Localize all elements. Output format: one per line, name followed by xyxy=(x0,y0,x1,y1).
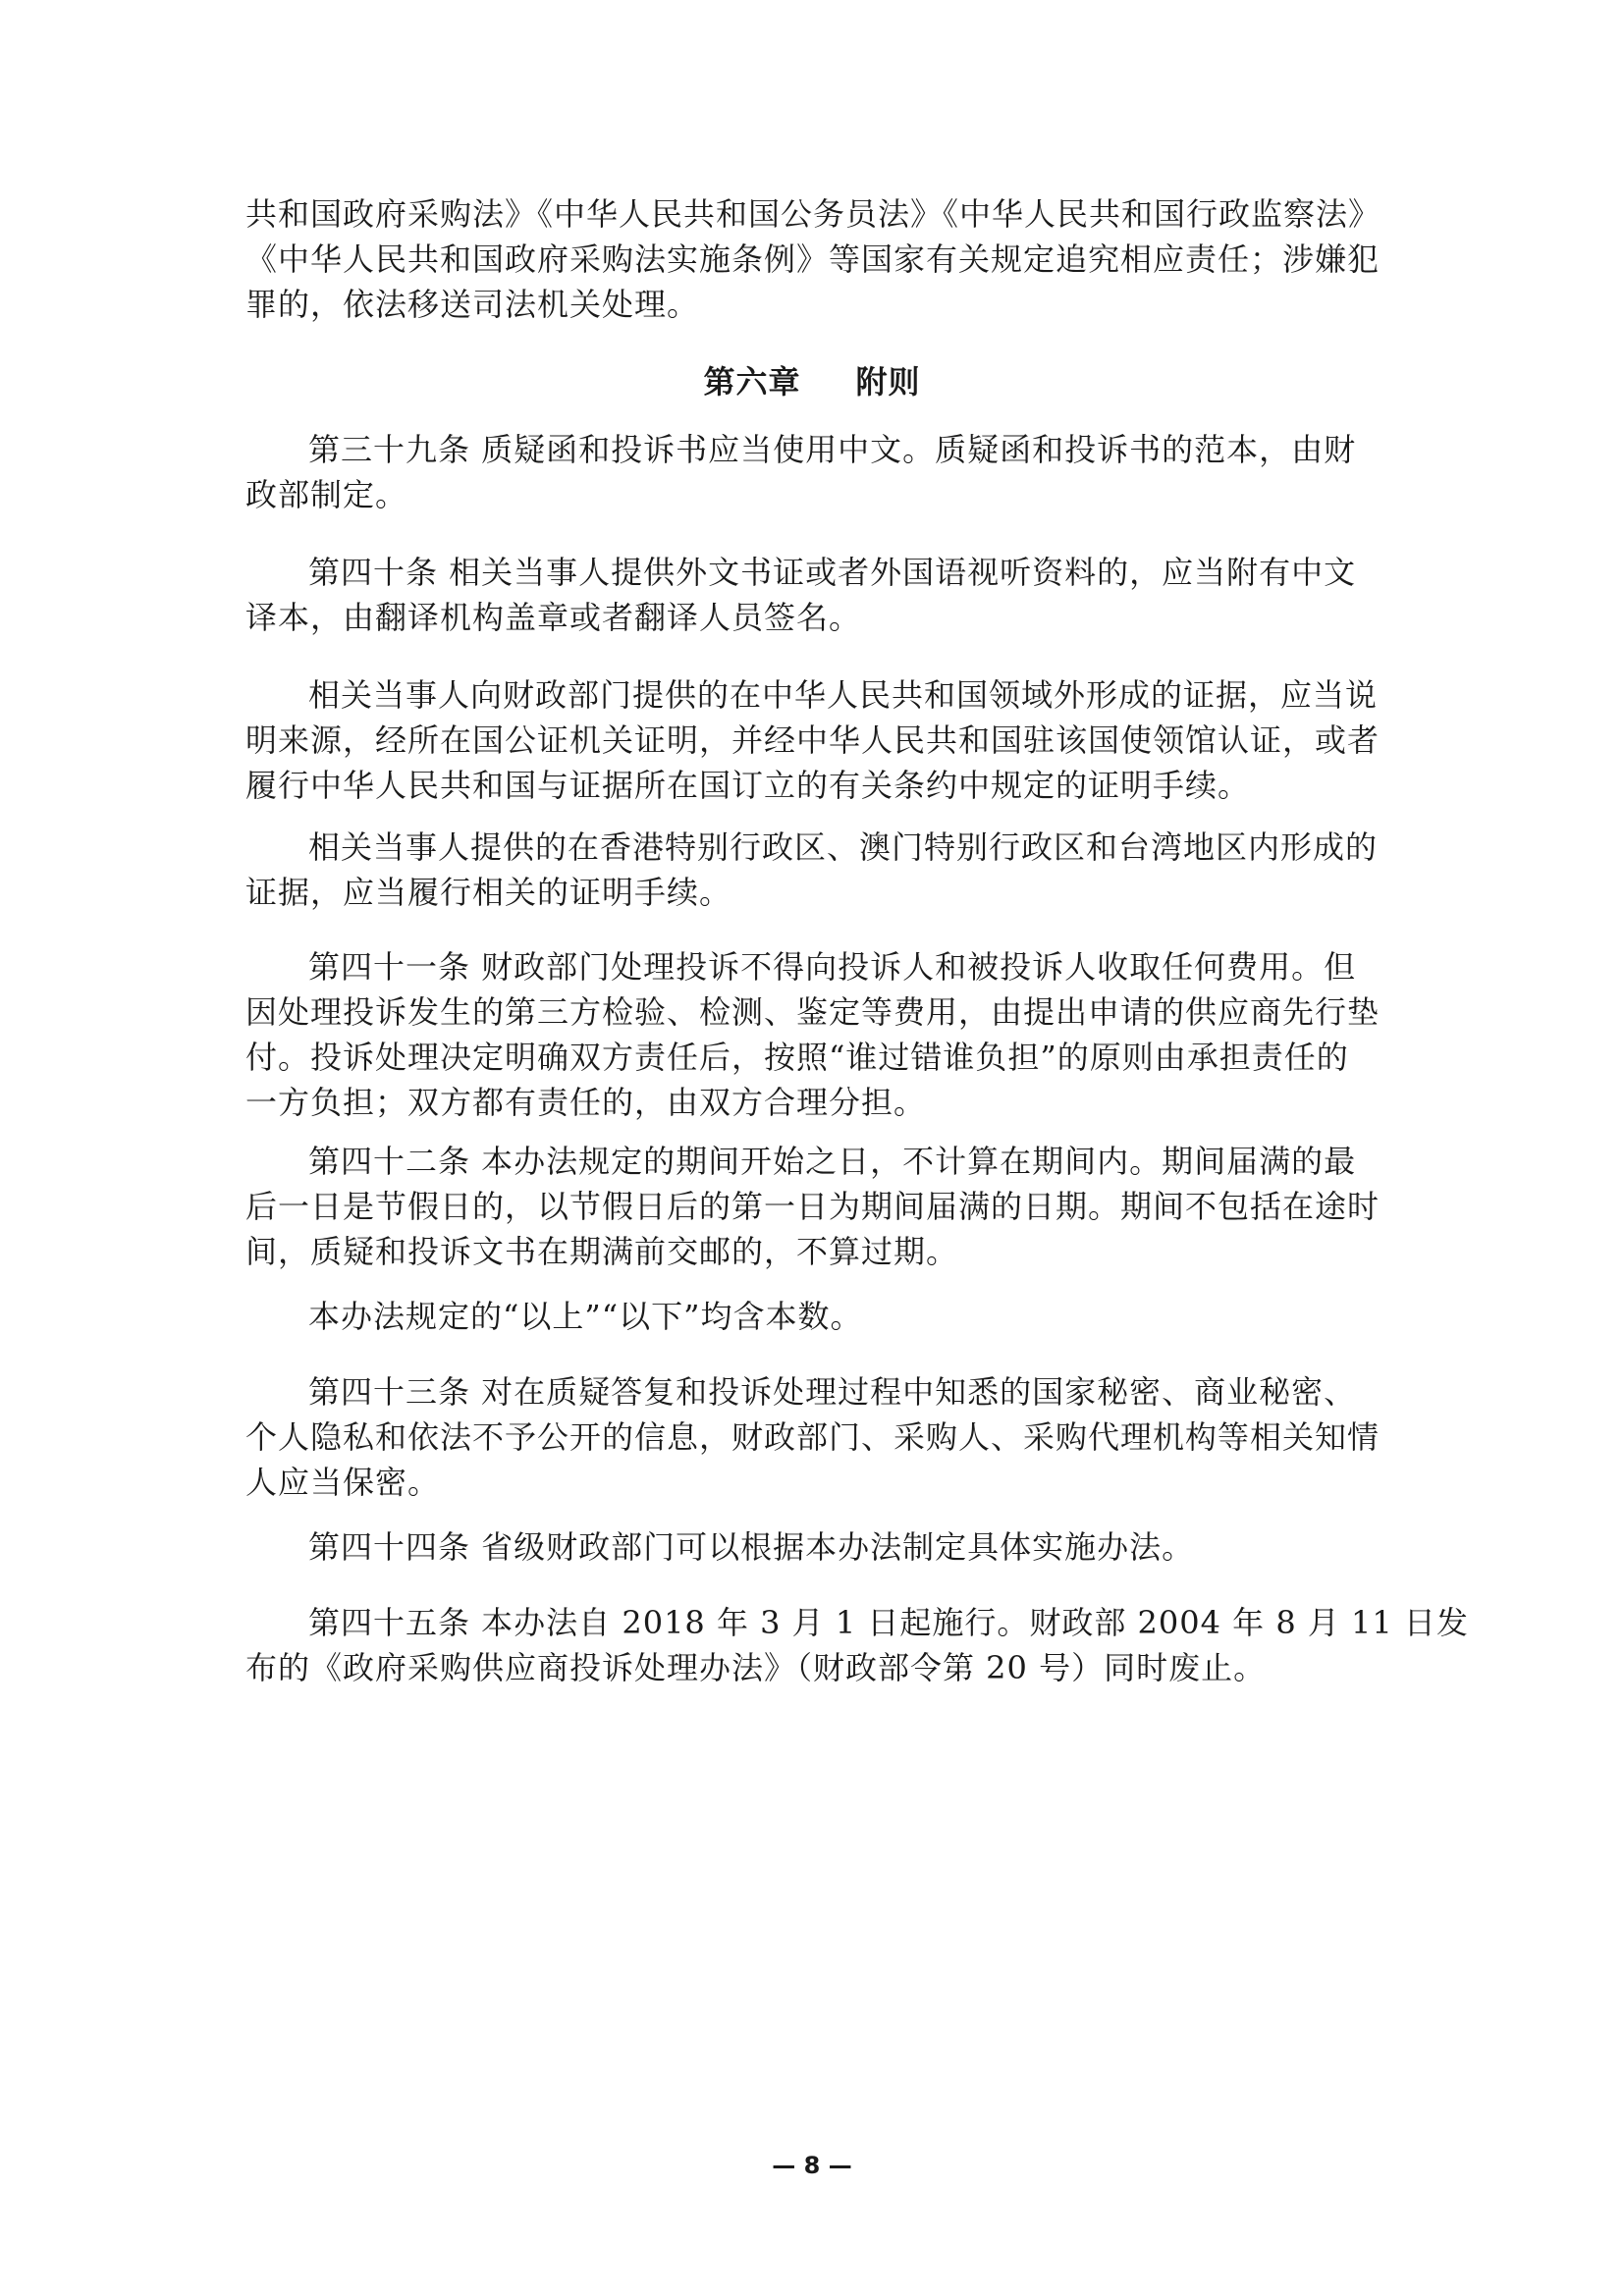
article-line: 第四十五条 本办法自 2018 年 3 月 1 日起施行。财政部 2004 年 8 月 11 日发 xyxy=(308,1604,1469,1641)
article-line: 付。投诉处理决定明确双方责任后，按照“谁过错谁负担”的原则由承担责任的 xyxy=(245,1039,1349,1076)
article-line: 履行中华人民共和国与证据所在国订立的有关条约中规定的证明手续。 xyxy=(245,767,1251,804)
article-line: 一方负担；双方都有责任的，由双方合理分担。 xyxy=(245,1084,927,1121)
article-line: 后一日是节假日的，以节假日后的第一日为期间届满的日期。期间不包括在途时 xyxy=(245,1188,1380,1225)
article-41 xyxy=(245,944,1384,1125)
article-line: 政部制定。 xyxy=(245,476,408,513)
article-line: 第四十条 相关当事人提供外文书证或者外国语视听资料的，应当附有中文 xyxy=(308,554,1357,591)
article-line: 第四十三条 对在质疑答复和投诉处理过程中知悉的国家秘密、商业秘密、 xyxy=(308,1373,1357,1411)
intro-line: 共和国政府采购法》《中华人民共和国公务员法》《中华人民共和国行政监察法》 xyxy=(245,195,1381,233)
article-40-para-2 xyxy=(245,672,1384,808)
article-line: 本办法规定的“以上”“以下”均含本数。 xyxy=(308,1298,863,1335)
article-45 xyxy=(245,1600,1469,1690)
article-line: 译本，由翻译机构盖章或者翻译人员签名。 xyxy=(245,599,862,636)
article-42 xyxy=(245,1139,1384,1274)
article-40 xyxy=(245,550,1384,640)
article-line: 第四十二条 本办法规定的期间开始之日，不计算在期间内。期间届满的最 xyxy=(308,1143,1357,1180)
intro-paragraph xyxy=(245,191,1384,327)
article-line: 个人隐私和依法不予公开的信息，财政部门、采购人、采购代理机构等相关知情 xyxy=(245,1418,1380,1456)
article-40-para-3 xyxy=(245,825,1384,915)
chapter-heading xyxy=(0,357,1624,402)
article-line: 布的《政府采购供应商投诉处理办法》（财政部令第 20 号）同时废止。 xyxy=(245,1649,1267,1686)
article-44 xyxy=(245,1524,1384,1570)
article-line: 相关当事人提供的在香港特别行政区、澳门特别行政区和台湾地区内形成的 xyxy=(308,828,1379,866)
article-42-para-2 xyxy=(245,1294,1384,1339)
article-line: 第四十四条 省级财政部门可以根据本办法制定具体实施办法。 xyxy=(308,1528,1195,1566)
article-line: 第三十九条 质疑函和投诉书应当使用中文。质疑函和投诉书的范本，由财 xyxy=(308,431,1357,468)
article-line: 明来源，经所在国公证机关证明，并经中华人民共和国驻该国使领馆认证，或者 xyxy=(245,721,1380,759)
article-line: 第四十一条 财政部门处理投诉不得向投诉人和被投诉人收取任何费用。但 xyxy=(308,948,1357,986)
chapter-number: 第六章 xyxy=(703,363,801,400)
article-line: 因处理投诉发生的第三方检验、检测、鉴定等费用，由提出申请的供应商先行垫 xyxy=(245,993,1380,1031)
article-line: 人应当保密。 xyxy=(245,1464,441,1501)
intro-line: 《中华人民共和国政府采购法实施条例》等国家有关规定追究相应责任；涉嫌犯 xyxy=(245,240,1380,278)
intro-line: 罪的，依法移送司法机关处理。 xyxy=(245,286,700,323)
article-line: 证据，应当履行相关的证明手续。 xyxy=(245,874,732,911)
page-number: — 8 — xyxy=(772,2152,852,2179)
chapter-title: 附则 xyxy=(855,363,921,400)
article-line: 间，质疑和投诉文书在期满前交邮的，不算过期。 xyxy=(245,1233,959,1270)
article-39 xyxy=(245,427,1384,517)
article-line: 相关当事人向财政部门提供的在中华人民共和国领域外形成的证据，应当说 xyxy=(308,676,1379,714)
article-43 xyxy=(245,1369,1384,1505)
